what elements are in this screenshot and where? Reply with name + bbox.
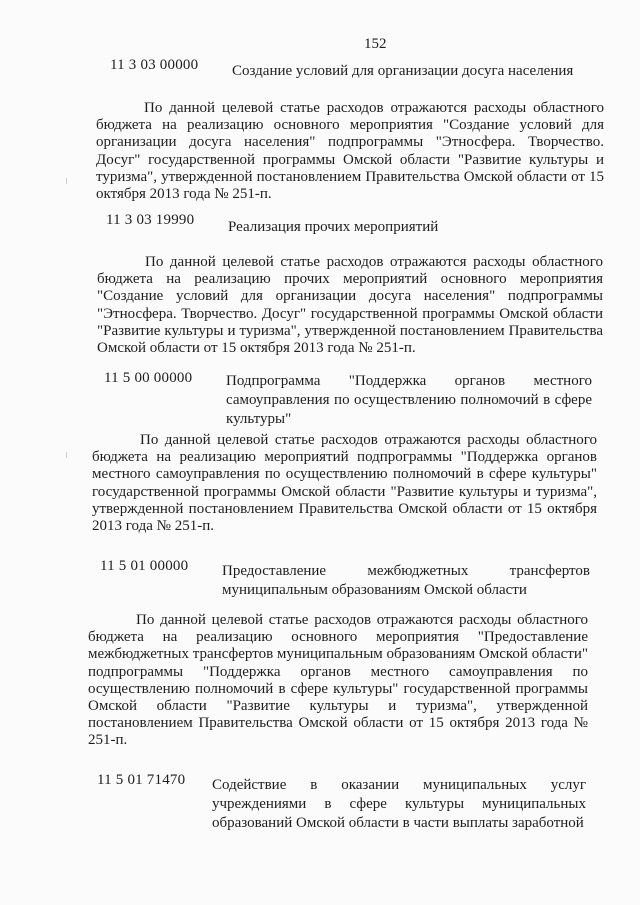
section-heading: Содействие в оказании муниципальных услуг учреждениями в сфере культуры муниципальных образований Омской области в части выплаты заработной (212, 777, 586, 831)
section-paragraph: По данной целевой статье расходов отражаются расходы областного бюджета на реализацию основного мероприятия "Создание условий для организации досуга населения" подпрограммы "Этносфера. Творчество. Досуг" государственной программы Омской области "Развитие культуры и туризма", утвержденной постановлением Правительства Омской области от 15 октября 2013 года № 251-п. (96, 100, 604, 203)
section-heading: Реализация прочих мероприятий (228, 219, 439, 235)
section-code: 11 3 03 00000 (110, 57, 199, 73)
section-paragraph: По данной целевой статье расходов отражаются расходы областного бюджета на реализацию основного мероприятия "Предоставление межбюджетных трансфертов муниципальным образованиям Омской области" подпрограммы "Поддержка органов местного самоуправления по осуществлению полномочий в сфере культуры" государственной программы Омской области "Развитие культуры и туризма", утвержденной постановлением Правительства Омской области от 15 октября 2013 года № 251-п. (88, 612, 588, 749)
section-heading: Предоставление межбюджетных трансфертов муниципальным образованиям Омской области (222, 563, 590, 598)
section-code: 11 5 01 71470 (97, 772, 186, 788)
scan-mark (66, 178, 67, 184)
section-code: 11 3 03 19990 (106, 212, 195, 228)
section-paragraph: По данной целевой статье расходов отражаются расходы областного бюджета на реализацию мероприятий подпрограммы "Поддержка органов местного самоуправления по осуществлению полномочий в сфере культуры" государственной программы Омской области "Развитие культуры и туризма", утвержденной постановлением Правительства Омской области от 15 октября 2013 года № 251-п. (92, 432, 597, 535)
page-number: 152 (364, 36, 387, 52)
scan-mark (66, 452, 67, 458)
section-heading: Подпрограмма "Поддержка органов местного самоуправления по осуществлению полномочий в сфере культуры" (226, 373, 592, 427)
section-code: 11 5 00 00000 (104, 370, 193, 386)
section-paragraph: По данной целевой статье расходов отражаются расходы областного бюджета на реализацию прочих мероприятий основного мероприятия "Создание условий для организации досуга населения" подпрограммы "Этносфера. Творчество. Досуг" государственной программы Омской области "Развитие культуры и туризма", утвержденной постановлением Правительства Омской области от 15 октября 2013 года № 251-п. (97, 254, 603, 357)
section-code: 11 5 01 00000 (100, 558, 189, 574)
section-heading: Создание условий для организации досуга населения (232, 63, 574, 79)
